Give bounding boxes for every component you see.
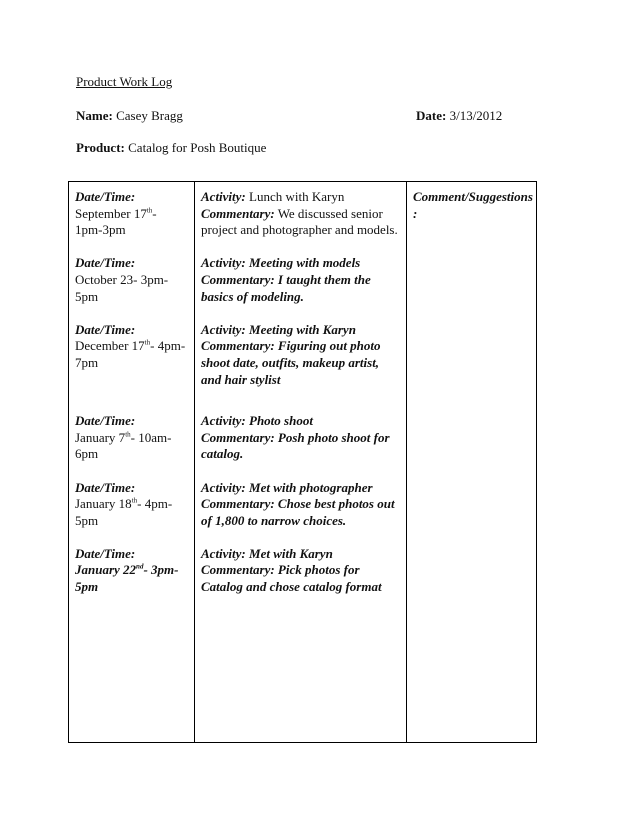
datetime-label: Date/Time: [75,479,136,495]
comment-header-colon: : [413,205,418,221]
datetime-time: 5pm [75,512,99,528]
page-title: Product Work Log [76,74,173,89]
name-field [76,108,183,124]
date-field [416,108,502,124]
commentary-line: Commentary: Chose best photos out of 1,800 to narrow choices. [201,496,395,528]
commentary-line: Commentary: I taught them the basics of modeling. [201,271,371,304]
comment-column [407,182,537,743]
date-value: 3/13/2012 [449,108,503,123]
activity-line: Activity: Met with photographer [201,479,373,495]
datetime-value: January 7th- 10am- [75,429,172,445]
datetime-entry-1 [75,189,188,239]
datetime-value: January 22nd- 3pm- [75,562,179,578]
datetime-time: 6pm [75,446,99,462]
datetime-label: Date/Time: [75,255,136,271]
product-value: Catalog for Posh Boutique [128,140,267,155]
activity-entry-4 [201,413,400,463]
activity-line: Activity: Photo shoot [201,413,313,429]
activity-line: Activity: Met with Karyn [201,545,333,561]
datetime-entry-2 [75,255,188,305]
datetime-label: Date/Time: [75,545,136,561]
activity-entry-5 [201,480,400,530]
commentary-line: Commentary: Pick photos for Catalog and chose catalog format [201,562,382,595]
date-label: Date: [416,108,447,123]
commentary-line: Commentary: Figuring out photo shoot date, outfits, makeup artist, and hair stylist [201,338,381,387]
datetime-time: 5pm [75,288,99,304]
name-value: Casey Bragg [116,108,183,123]
name-label: Name: [76,108,113,123]
activity-entry-6 [201,546,400,596]
datetime-entry-4 [75,413,188,463]
datetime-entry-6 [75,546,188,596]
datetime-column [69,182,195,743]
product-field [76,140,266,156]
activity-entry-3 [201,322,400,388]
datetime-entry-3 [75,322,188,388]
activity-entry-2 [201,255,400,305]
datetime-label: Date/Time: [75,321,136,337]
datetime-entry-5 [75,480,188,530]
activity-column [195,182,407,743]
datetime-value: January 18th- 4pm- [75,496,173,512]
commentary-line: Commentary: Posh photo shoot for catalog. [201,429,390,462]
activity-entry-1 [201,189,400,239]
datetime-value: October 23- 3pm- [75,271,169,287]
datetime-time: 7pm [75,354,99,370]
activity-line: Activity: Meeting with models [201,255,361,271]
datetime-time: 5pm [75,579,99,595]
datetime-value: December 17th- 4pm- [75,338,186,354]
commentary-line: Commentary: We discussed senior project and photographer and models. [201,205,398,238]
activity-line: Activity: Meeting with Karyn [201,321,356,337]
datetime-time: 1pm-3pm [75,222,126,238]
product-label: Product: [76,140,125,155]
work-log-table [68,181,537,743]
datetime-label: Date/Time: [75,413,136,429]
activity-line: Activity: Lunch with Karyn [201,189,345,204]
datetime-label: Date/Time: [75,189,136,204]
comment-header: Comment/Suggestions [413,189,533,204]
datetime-value: September 17th- [75,205,157,221]
